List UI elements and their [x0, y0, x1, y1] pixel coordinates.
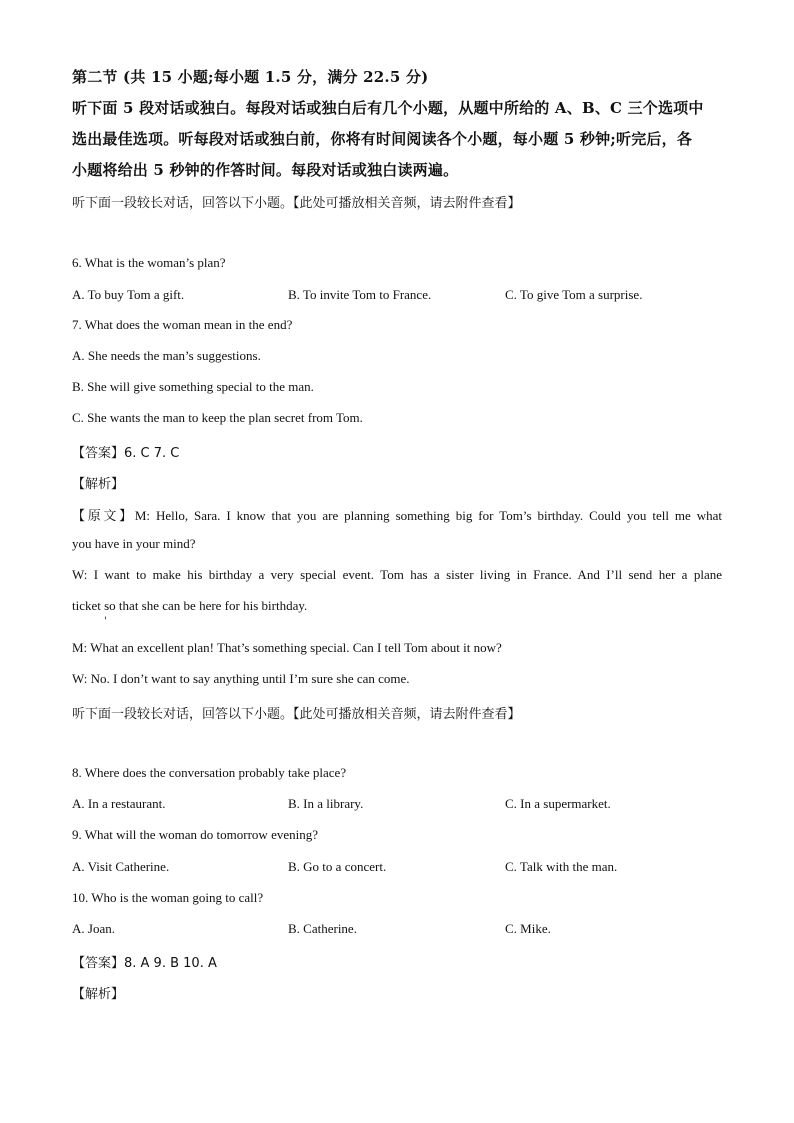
tick-mark: ' — [104, 616, 107, 627]
q6-option-a: A. To buy Tom a gift. — [72, 287, 185, 302]
transcript-line-2: you have in your mind? — [72, 536, 196, 551]
q8-stem: 8. Where does the conversation probably take place? — [72, 765, 347, 780]
group1-answer: 【答案】6. C 7. C — [72, 446, 180, 461]
instructions-line-1: 听下面 5 段对话或独白。每段对话或独白后有几个小题，从题中所给的 A、B、C 三个选项中 — [72, 99, 704, 117]
q8-option-c: C. In a supermarket. — [505, 796, 611, 811]
q10-stem: 10. Who is the woman going to call? — [72, 890, 264, 905]
q7-stem: 7. What does the woman mean in the end? — [72, 317, 293, 332]
transcript-line-3: W: I want to make his birthday a very special event. Tom has a sister living in France. And I’ll send her a plane — [72, 567, 722, 582]
q9-option-c: C. Talk with the man. — [505, 859, 618, 874]
group2-prompt: 听下面一段较长对话，回答以下小题。【此处可播放相关音频，请去附件查看】 — [72, 707, 521, 722]
instructions-line-2: 选出最佳选项。听每段对话或独白前，你将有时间阅读各个小题，每小题 5 秒钟;听完后，各 — [72, 130, 693, 148]
transcript-line-6: W: No. I don’t want to say anything until I’m sure she can come. — [72, 671, 410, 686]
q7-option-b: B. She will give something special to the man. — [72, 379, 314, 394]
transcript-line-5: M: What an excellent plan! That’s something special. Can I tell Tom about it now? — [72, 640, 502, 655]
instructions-line-3: 小题将给出 5 秒钟的作答时间。每段对话或独白读两遍。 — [72, 161, 459, 179]
q9-option-a: A. Visit Catherine. — [72, 859, 170, 874]
transcript-line-1: 【原文】M: Hello, Sara. I know that you are planning something big for Tom’s birthday. Could you tell me what — [72, 508, 722, 523]
q7-option-c: C. She wants the man to keep the plan secret from Tom. — [72, 410, 363, 425]
q8-option-a: A. In a restaurant. — [72, 796, 166, 811]
group1-prompt: 听下面一段较长对话，回答以下小题。【此处可播放相关音频，请去附件查看】 — [72, 196, 521, 211]
section-heading: 第二节 (共 15 小题;每小题 1.5 分，满分 22.5 分) — [72, 68, 429, 86]
group2-answer: 【答案】8. A 9. B 10. A — [72, 956, 217, 971]
q8-option-b: B. In a library. — [288, 796, 364, 811]
q6-option-b: B. To invite Tom to France. — [288, 287, 432, 302]
group1-analysis-label: 【解析】 — [72, 477, 125, 492]
q7-option-a: A. She needs the man’s suggestions. — [72, 348, 261, 363]
q9-option-b: B. Go to a concert. — [288, 859, 387, 874]
transcript-line-4: ticket so that she can be here for his birthday. — [72, 598, 308, 613]
q10-option-c: C. Mike. — [505, 921, 551, 936]
q6-option-c: C. To give Tom a surprise. — [505, 287, 643, 302]
group2-analysis-label: 【解析】 — [72, 987, 125, 1002]
q6-stem: 6. What is the woman’s plan? — [72, 255, 226, 270]
q9-stem: 9. What will the woman do tomorrow evening? — [72, 827, 318, 842]
q10-option-a: A. Joan. — [72, 921, 115, 936]
q10-option-b: B. Catherine. — [288, 921, 357, 936]
